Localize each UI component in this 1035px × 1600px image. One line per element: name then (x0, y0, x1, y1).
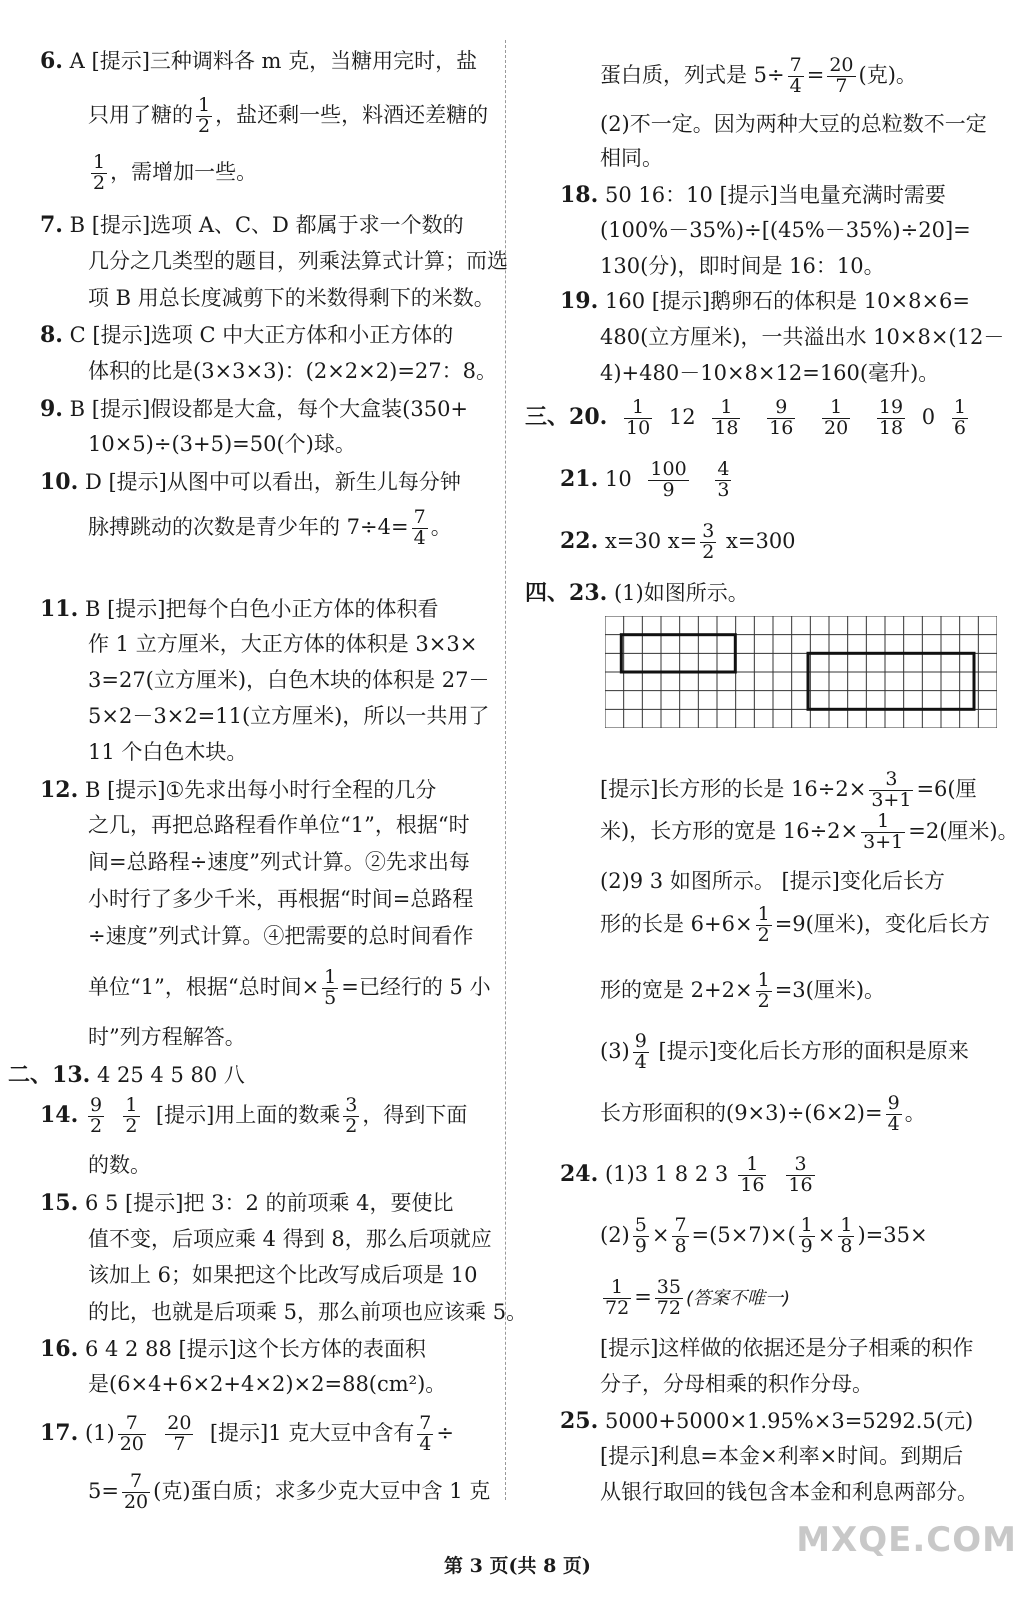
fraction: $\frac{7}{20}$ (123, 1470, 149, 1513)
q16-line1: 16. 6 4 2 88 [提示]这个长方体的表面积 (40, 1336, 426, 1362)
q23-part2: (2)9 3 如图所示。 [提示]变化后长方 (600, 869, 945, 893)
q12-line6: 单位“1”，根据“总时间× $\frac{1}{5}$ =已经行的 5 小 (88, 966, 491, 1009)
q25-line3: 从银行取回的钱包含本金和利息两部分。 (600, 1480, 978, 1504)
q24-line5: 分子，分母相乘的积作分母。 (600, 1372, 873, 1396)
fraction: $\frac{9}{4}$ (887, 1092, 900, 1135)
q12-line7: 时”列方程解答。 (88, 1025, 246, 1049)
q24-line4: [提示]这样做的依据还是分子相乘的积作 (600, 1336, 974, 1360)
handwritten-note: (答案不唯一) (685, 1287, 791, 1309)
watermark: MXQE.COM (796, 1520, 1017, 1560)
q24-line3: $\frac{1}{72}$ = $\frac{35}{72}$ (答案不唯一) (605, 1276, 791, 1319)
answer-fraction: $\frac{1}{6}$ (953, 396, 966, 439)
q11-line5: 11 个白色木块。 (88, 740, 248, 764)
q23-hint1: [提示]长方形的长是 16÷2× $\frac{3}{3+1}$ =6(厘 (600, 768, 977, 811)
q17-cont-line1: 蛋白质，列式是 5÷ $\frac{7}{4}$ = $\frac{20}{7}$ (克)。 (600, 54, 917, 97)
q10-line1: 10. D [提示]从图中可以看出，新生儿每分钟 (40, 469, 461, 495)
fraction: $\frac{1}{16}$ (740, 1153, 765, 1196)
fraction: $\frac{35}{72}$ (656, 1276, 681, 1319)
q17-cont-line2: (2)不一定。因为两种大豆的总粒数不一定 (600, 112, 987, 136)
q19-line3: 4)+480－10×8×12=160(毫升)。 (600, 361, 940, 385)
q12-line5: ÷速度”列式计算。④把需要的总时间看作 (88, 924, 474, 948)
q6-line1: 6. A [提示]三种调料各 m 克，当糖用完时，盐 (40, 48, 478, 74)
fraction: $\frac{1}{3+1}$ (863, 810, 904, 853)
q9-line1: 9. B [提示]假设都是大盒，每个大盒装(350+ (40, 396, 469, 422)
q23-line1: 四、23. (1)如图所示。 (525, 580, 749, 606)
enlarged-rectangle (808, 653, 974, 709)
q23-part3: (3) $\frac{9}{4}$ [提示]变化后长方形的面积是原来 (600, 1030, 969, 1073)
fraction: $\frac{7}{8}$ (674, 1214, 687, 1257)
fraction: $\frac{9}{4}$ (634, 1030, 647, 1073)
q9-line2: 10×5)÷(3+5)=50(个)球。 (88, 432, 356, 456)
page-footer: 第 3 页(共 8 页) (444, 1555, 591, 1577)
q24-line2: (2) $\frac{5}{9}$ × $\frac{7}{8}$ =(5×7)×( $\frac{1}{9}$ × $\frac{1}{8}$ )=35× (600, 1214, 928, 1257)
q7-line1: 7. B [提示]选项 A、C、D 都属于求一个数的 (40, 212, 464, 238)
q15-line1: 15. 6 5 [提示]把 3：2 的前项乘 4，要使比 (40, 1190, 454, 1216)
q21-line: 21. 10 $\frac{100}{9}$ $\frac{4}{3}$ (560, 458, 730, 501)
answer-fraction: $\frac{1}{20}$ (824, 396, 849, 439)
q6-line2: 只用了糖的 $\frac{1}{2}$ ，盐还剩一些，料酒还差糖的 (88, 94, 489, 137)
fraction: $\frac{7}{4}$ (419, 1412, 432, 1455)
q12-line2: 之几，再把总路程看作单位“1”，根据“时 (88, 813, 470, 837)
q17-line1: 17. (1) $\frac{7}{20}$ $\frac{20}{7}$ [提示]1 克大豆中含有 $\frac{7}{4}$ ÷ (40, 1412, 454, 1455)
q6-line3: $\frac{1}{2}$ ，需增加一些。 (93, 151, 258, 194)
q15-line4: 的比，也就是后项乘 5，那么前项也应该乘 5。 (88, 1300, 528, 1324)
fraction: $\frac{1}{8}$ (840, 1214, 853, 1257)
q25-line2: [提示]利息=本金×利率×时间。到期后 (600, 1444, 964, 1468)
fraction: $\frac{1}{2}$ (757, 903, 770, 946)
q16-line2: 是(6×4+6×2+4×2)×2=88(cm²)。 (88, 1372, 447, 1396)
q11-line2: 作 1 立方厘米，大正方体的体积是 3×3× (88, 632, 478, 656)
answer-fraction: $\frac{1}{10}$ (625, 396, 651, 439)
q23-part2-line3: 形的宽是 2+2× $\frac{1}{2}$ =3(厘米)。 (600, 969, 886, 1012)
fraction: $\frac{1}{72}$ (605, 1276, 630, 1319)
fraction: $\frac{3}{2}$ (702, 520, 715, 563)
q8-line1: 8. C [提示]选项 C 中大正方体和小正方体的 (40, 322, 454, 348)
q10-line2: 脉搏跳动的次数是青少年的 7÷4= $\frac{7}{4}$ 。 (88, 506, 452, 549)
fraction: $\frac{3}{3+1}$ (871, 768, 912, 811)
fraction: $\frac{3}{16}$ (788, 1153, 813, 1196)
q11-line1: 11. B [提示]把每个白色小正方体的体积看 (40, 596, 439, 622)
fraction: $\frac{1}{2}$ (125, 1094, 138, 1137)
q20-line: 三、20. $\frac{1}{10}$ 12 $\frac{1}{18}$ $\frac{9}{16}$ $\frac{1}{20}$ $\frac{19}{18}$ 0 $\frac{1}{6}$ (525, 396, 966, 439)
fraction: $\frac{7}{20}$ (119, 1412, 144, 1455)
fraction: $\frac{20}{7}$ (829, 54, 854, 97)
q23-hint2: 米)，长方形的宽是 16÷2× $\frac{1}{3+1}$ =2(厘米)。 (600, 810, 1019, 853)
fraction: $\frac{1}{9}$ (800, 1214, 813, 1257)
answer-fraction: $\frac{100}{9}$ (650, 458, 687, 501)
q18-line3: 130(分)，即时间是 16：10。 (600, 254, 885, 278)
q23-grid-figure (605, 616, 997, 728)
q14-line1: 14. $\frac{9}{2}$ $\frac{1}{2}$ [提示]用上面的数乘 $\frac{3}{2}$ ，得到下面 (40, 1094, 468, 1137)
answer-fraction: $\frac{19}{18}$ (878, 396, 904, 439)
fraction: $\frac{9}{2}$ (89, 1094, 103, 1137)
fraction: $\frac{1}{5}$ (324, 966, 337, 1009)
q19-line1: 19. 160 [提示]鹅卵石的体积是 10×8×6= (560, 288, 971, 314)
q12-line1: 12. B [提示]①先求出每小时行全程的几分 (40, 777, 437, 803)
q7-line2: 几分之几类型的题目，列乘法算式计算；而选 (88, 249, 508, 273)
fraction: $\frac{1}{2}$ (198, 94, 211, 137)
fraction: $\frac{3}{2}$ (345, 1094, 358, 1137)
fraction: $\frac{1}{2}$ (93, 151, 106, 194)
q24-line1: 24. (1)3 1 8 2 3 $\frac{1}{16}$ $\frac{3}{16}$ (560, 1153, 813, 1196)
q18-line2: (100%－35%)÷[(45%－35%)÷20]= (600, 218, 971, 242)
q14-line2: 的数。 (88, 1153, 151, 1177)
grid-svg (605, 616, 997, 728)
q15-line3: 该加上 6；如果把这个比改写成后项是 10 (88, 1263, 478, 1287)
answer-fraction: $\frac{4}{3}$ (717, 458, 730, 501)
q11-line4: 5×2－3×2=11(立方厘米)，所以一共用了 (88, 704, 490, 728)
answer-fraction: $\frac{9}{16}$ (769, 396, 794, 439)
fraction: $\frac{7}{4}$ (789, 54, 802, 97)
q17-line2: 5= $\frac{7}{20}$ (克)蛋白质；求多少克大豆中含 1 克 (88, 1470, 491, 1513)
q12-line3: 间=总路程÷速度”列式计算。②先求出每 (88, 850, 470, 874)
q25-line1: 25. 5000+5000×1.95%×3=5292.5(元) (560, 1408, 974, 1434)
fraction: $\frac{7}{4}$ (413, 506, 426, 549)
q13-line1: 二、13. 4 25 4 5 80 八 (8, 1062, 245, 1088)
answer-fraction: $\frac{1}{18}$ (714, 396, 739, 439)
fraction: $\frac{5}{9}$ (634, 1214, 647, 1257)
q19-line2: 480(立方厘米)，一共溢出水 10×8×(12－ (600, 325, 1005, 349)
q18-line1: 18. 50 16：10 [提示]当电量充满时需要 (560, 182, 946, 208)
fraction: $\frac{1}{2}$ (757, 969, 770, 1012)
q22-line: 22. x=30 x= $\frac{3}{2}$ x=300 (560, 520, 796, 563)
q7-line3: 项 B 用总长度减剪下的米数得剩下的米数。 (88, 286, 495, 310)
q23-part2-line2: 形的长是 6+6× $\frac{1}{2}$ =9(厘米)，变化后长方 (600, 903, 991, 946)
q8-line2: 体积的比是(3×3×3)：(2×2×2)=27：8。 (88, 359, 497, 383)
q17-cont-line3: 相同。 (600, 146, 663, 170)
q15-line2: 值不变，后项应乘 4 得到 8，那么后项就应 (88, 1227, 492, 1251)
q11-line3: 3=27(立方厘米)，白色木块的体积是 27－ (88, 668, 490, 692)
fraction: $\frac{20}{7}$ (167, 1412, 192, 1455)
q23-part3-line2: 长方形面积的(9×3)÷(6×2)= $\frac{9}{4}$ 。 (600, 1092, 926, 1135)
q12-line4: 小时行了多少千米，再根据“时间=总路程 (88, 887, 474, 911)
